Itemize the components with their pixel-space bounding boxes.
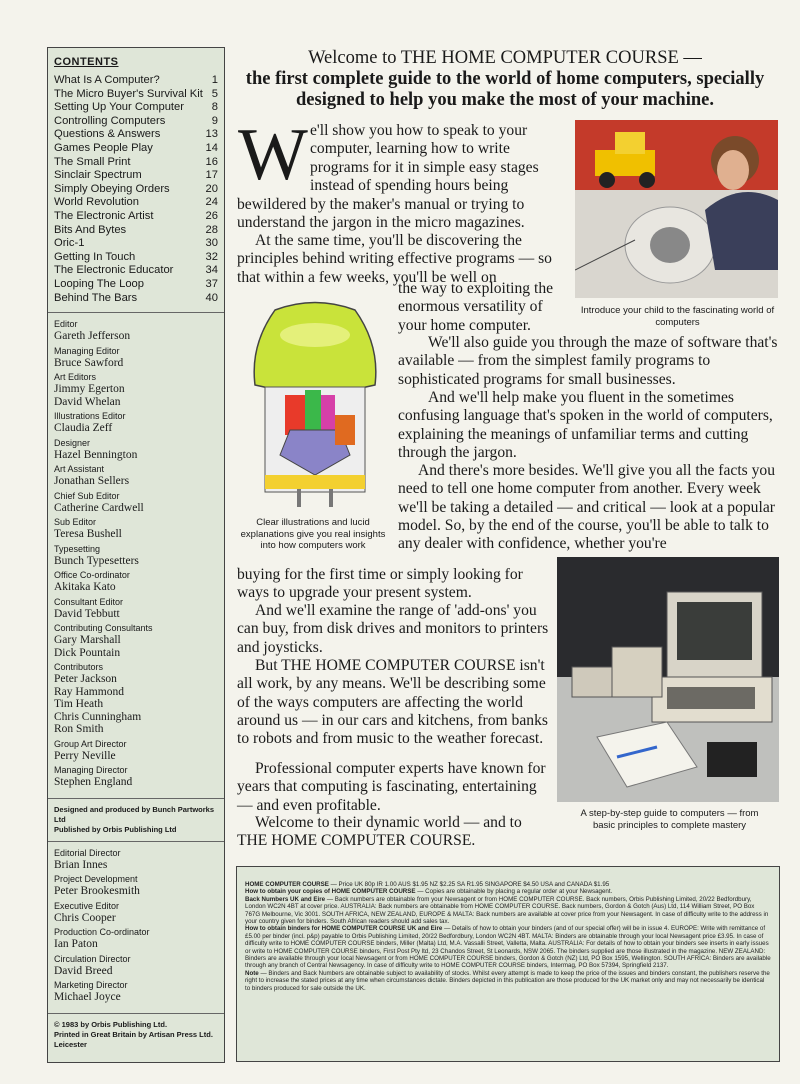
credit-name: Stephen England	[54, 776, 133, 789]
credit-name: Catherine Cardwell	[54, 501, 144, 514]
toc-item	[54, 88, 218, 102]
toc-page-number: 32	[205, 250, 218, 263]
produced-by-line: Designed and produced by Bunch Partworks Ltd	[54, 804, 215, 824]
credit-role: Typesetting	[54, 543, 101, 554]
toc-item	[54, 237, 218, 251]
contents-sidebar	[47, 47, 225, 1063]
credit-name: Brian Innes	[54, 858, 108, 871]
credit-role: Contributors	[54, 662, 104, 673]
para2-top: At the same time, you'll be discovering the principles behind writing effective programs — so that within a few weeks, you'll be well on	[237, 232, 552, 286]
photo-child-robot	[575, 120, 778, 298]
credit-role: Chief Sub Editor	[54, 490, 120, 501]
credit-name: David Tebbutt	[54, 607, 120, 620]
para2-bottom: the way to exploiting the enormous versatility of your home computer.	[398, 280, 554, 334]
credit-role: Editor	[54, 319, 78, 330]
toc-page-number: 40	[205, 291, 218, 304]
credit-name: Hazel Bennington	[54, 448, 138, 461]
legal-binders-text: — Details of how to obtain your binders (and of our special offer) will be in issue 4. EUROPE: Write with remittance of £5.00 per binder (incl. p&p) payable to Orbis Publishing Limited, 20/22 Bedfordbury, London WC2N 4BT. MALTA: Binders are obtainable through your local Newsagent price £3.95. In case of difficulty write to HOME COMPUTER COURSE binders, Miller (Malta) Ltd, M.A. Vassalli Street, Valletta, Malta. AUSTRALIA: For details of how to obtain your binders see inserts in early issues or write to HOME COMPUTER COURSE binders, First Post Pty ltd, 23 Chandos Street, St Leonards, NSW 2065. The binders supplied are those illustrated in the magazine. NEW ZEALAND: Binders are available through your local Newsagent or from HOME COMPUTER COURSE binders, Gordon & Gotch (NZ) Ltd, PO Box 1595, Wellington. SOUTH AFRICA: Binders are available through any branch of Central Newsagency. In case of difficulty write to HOME COMPUTER COURSE binders, Intermag, PO Box 57394, Springfield 2137.	[245, 925, 771, 970]
credit-name: Ray Hammond	[54, 685, 124, 698]
credit-name: Ian Paton	[54, 938, 98, 951]
credit-role: Executive Editor	[54, 900, 120, 911]
toc-item	[54, 101, 218, 115]
toc-page-number: 8	[211, 101, 218, 114]
photo-computer-system	[557, 557, 779, 802]
toc-page-number: 14	[205, 141, 218, 154]
credit-name: David Whelan	[54, 395, 121, 408]
toc-title: Oric-1	[54, 237, 85, 250]
toc-item	[54, 278, 218, 292]
credits-list	[54, 319, 218, 789]
toc-page-number: 17	[205, 169, 218, 182]
toc-item	[54, 156, 218, 170]
toc-page-number: 24	[205, 196, 218, 209]
caption-photo1: Introduce your child to the fascinating world of computers	[580, 305, 775, 328]
toc-title: Bits And Bytes	[54, 223, 127, 236]
credit-role: Circulation Director	[54, 953, 131, 964]
credit-role: Art Editors	[54, 372, 97, 383]
contents-heading: CONTENTS	[54, 56, 119, 68]
caption-illustration: Clear illustrations and lucid explanations give you real insights into how computers work	[240, 517, 386, 551]
toc-item	[54, 292, 218, 306]
toc-list	[54, 74, 218, 305]
credit-name: Claudia Zeff	[54, 422, 113, 435]
toc-title: Controlling Computers	[54, 114, 166, 127]
credit-name: Chris Cunningham	[54, 710, 142, 723]
toc-title: World Revolution	[54, 196, 139, 209]
copyright-line: © 1983 by Orbis Publishing Ltd.	[54, 1019, 168, 1029]
divider	[48, 312, 224, 313]
toc-title: Getting In Touch	[54, 250, 136, 263]
credit-name: Chris Cooper	[54, 911, 116, 924]
toc-title: Games People Play	[54, 141, 153, 154]
toc-page-number: 9	[211, 114, 218, 127]
drop-cap: W	[238, 114, 308, 196]
legal-note-text: — Binders and Back Numbers are obtainable subject to availability of stocks. Whilst every attempt is made to keep the price of the issues and binders constant, the publishers reserve the right to increase the stated prices at any time when circumstances dictate. Binders depicted in this publication are those produced for the UK market only and may not necessarily be identical to binders produced for sale outside the UK.	[245, 969, 770, 992]
toc-item	[54, 264, 218, 278]
toc-title: The Electronic Artist	[54, 209, 154, 222]
legal-copies-text: — Copies are obtainable by placing a regular order at your Newsagent.	[417, 888, 613, 896]
toc-title: Behind The Bars	[54, 291, 138, 304]
credit-role: Art Assistant	[54, 464, 105, 475]
credit-name: Dick Pountain	[54, 646, 121, 659]
printer-line: Printed in Great Britain by Artisan Press Ltd. Leicester	[54, 1029, 213, 1049]
credit-role: Consultant Editor	[54, 596, 124, 607]
toc-item	[54, 224, 218, 238]
toc-title: Simply Obeying Orders	[54, 182, 170, 195]
toc-title: The Micro Buyer's Survival Kit	[54, 87, 203, 100]
page-headline	[235, 48, 775, 111]
toc-page-number: 1	[211, 74, 218, 86]
toc-page-number: 13	[205, 128, 218, 141]
credit-name: Bunch Typesetters	[54, 554, 139, 567]
credit-name: Teresa Bushell	[54, 528, 122, 541]
toc-item	[54, 115, 218, 129]
legal-backnumbers-text: — Back numbers are obtainable from your Newsagent or from HOME COMPUTER COURSE. Back numbers, Orbis Publishing Limited, 20/22 Bedfordbury, London WC2N 4BT at cover price. AUSTRALIA: Back numbers are obtainable from HOME COMPUTER COURSE. Back numbers, Gordon & Gotch (Aus) Ltd, 114 William Street, PO Box 767G Melbourne, Vic 3001. SOUTH AFRICA, NEW ZEALAND, EUROPE & MALTA: Back numbers are available at cover price from your Newsagent. In case of difficulty write to the address in your country given for binders. South African readers should add sales tax.	[245, 895, 769, 926]
published-by-line: Published by Orbis Publishing Ltd	[54, 824, 177, 834]
toc-item	[54, 210, 218, 224]
toc-page-number: 28	[205, 223, 218, 236]
para3: We'll also guide you through the maze of software that's available — from the simplest family programs to sophisticated programs for small businesses.	[398, 334, 778, 388]
toc-item	[54, 169, 218, 183]
credit-role: Group Art Director	[54, 738, 127, 749]
toc-title: The Electronic Educator	[54, 264, 174, 277]
caption-photo2: A step-by-step guide to computers — from basic principles to complete mastery	[580, 808, 759, 831]
legal-notice-box	[236, 866, 780, 1062]
toc-item	[54, 74, 218, 88]
credit-name: Gareth Jefferson	[54, 330, 131, 343]
legal-binders-heading: How to obtain binders for HOME COMPUTER COURSE UK and Eire	[245, 925, 443, 933]
toc-title: Questions & Answers	[54, 128, 161, 141]
credit-name: Akitaka Kato	[54, 581, 116, 594]
credit-role: Sub Editor	[54, 517, 97, 528]
credit-role: Editorial Director	[54, 847, 121, 858]
para9: Welcome to their dynamic world — and to THE HOME COMPUTER COURSE.	[237, 814, 522, 850]
toc-page-number: 30	[205, 237, 218, 250]
toc-page-number: 16	[205, 155, 218, 168]
toc-item	[54, 142, 218, 156]
credit-name: Bruce Sawford	[54, 356, 124, 369]
para6: And we'll examine the range of 'add-ons' you can buy, from disk drives and monitors to printers and joysticks.	[237, 602, 549, 656]
legal-price-text: — Price UK 80p IR 1.00 AUS $1.95 NZ $2.25 SA R1.95 SINGAPORE $4.50 USA and CANADA $1.95	[330, 881, 610, 888]
credit-role: Managing Editor	[54, 345, 120, 356]
toc-page-number: 37	[205, 277, 218, 290]
legal-copies-heading: How to obtain your copies of HOME COMPUTER COURSE	[245, 888, 416, 896]
toc-title: What Is A Computer?	[54, 74, 160, 86]
para5-top: And there's more besides. We'll give you all the facts you need to tell one home computer from another. Every week we'll be taking a detailed — and critical — look at a popular model. So, by the end of the course, you'll be able to talk to any dealer with confidence, whether you're	[398, 462, 776, 553]
credit-role: Contributing Consultants	[54, 623, 153, 634]
para1-bottom: bewildered by the maker's manual or trying to understand the jargon in the micro magazines.	[237, 196, 525, 232]
credit-role: Office Co-ordinator	[54, 570, 130, 581]
credit-name: Gary Marshall	[54, 634, 121, 647]
legal-backnumbers-heading: Back Numbers UK and Eire	[245, 895, 326, 903]
headline-line1: Welcome to THE HOME COMPUTER COURSE —	[308, 48, 702, 68]
para7: But THE HOME COMPUTER COURSE isn't all work, by any means. We'll be describing some of the ways computers are affecting the world around us — in our cars and kitchens, from banks to robots and from music to the weather forecast.	[237, 657, 548, 748]
credit-role: Production Co-ordinator	[54, 927, 150, 938]
para4: And we'll help make you fluent in the sometimes confusing language that's spoken in the world of computers, explaining the meanings of unfamiliar terms and cutting through the jargon.	[398, 389, 773, 461]
toc-title: Setting Up Your Computer	[54, 101, 184, 114]
toc-page-number: 20	[205, 182, 218, 195]
credits-list-2	[54, 848, 218, 1004]
credit-name: Peter Jackson	[54, 673, 117, 686]
credit-name: Jimmy Egerton	[54, 383, 125, 396]
credit-name: Peter Brookesmith	[54, 885, 140, 898]
para1-top: e'll show you how to speak to your computer, learning how to write programs for it in simple easy stages instead of spending hours being	[310, 122, 539, 194]
credit-name: Tim Heath	[54, 698, 104, 711]
divider	[48, 1013, 224, 1014]
toc-page-number: 5	[211, 87, 218, 100]
headline-line2: the first complete guide to the world of home computers, specially designed to help you make the most of your machine.	[245, 69, 765, 110]
divider	[48, 841, 224, 842]
credit-name: Jonathan Sellers	[54, 475, 130, 488]
toc-page-number: 26	[205, 209, 218, 222]
credit-role: Marketing Director	[54, 980, 128, 991]
illustration-keyswitch	[245, 295, 385, 513]
credit-name: Michael Joyce	[54, 991, 121, 1004]
legal-price-heading: HOME COMPUTER COURSE	[245, 881, 329, 888]
divider	[48, 798, 224, 799]
toc-title: Looping The Loop	[54, 277, 144, 290]
toc-title: Sinclair Spectrum	[54, 169, 142, 182]
legal-note-heading: Note	[245, 969, 259, 977]
toc-item	[54, 183, 218, 197]
toc-title: The Small Print	[54, 155, 131, 168]
credit-name: Ron Smith	[54, 723, 104, 736]
toc-page-number: 34	[205, 264, 218, 277]
para5-bottom: buying for the first time or simply looking for ways to upgrade your present system.	[237, 566, 523, 602]
credit-role: Designer	[54, 437, 91, 448]
credit-role: Project Development	[54, 874, 138, 885]
credit-role: Illustrations Editor	[54, 411, 126, 422]
toc-item	[54, 196, 218, 210]
para8: Professional computer experts have known for years that computing is fascinating, entertaining — and even profitable.	[237, 760, 546, 814]
toc-item	[54, 128, 218, 142]
toc-item	[54, 251, 218, 265]
credit-name: David Breed	[54, 964, 113, 977]
credit-name: Perry Neville	[54, 749, 116, 762]
credit-role: Managing Director	[54, 765, 128, 776]
